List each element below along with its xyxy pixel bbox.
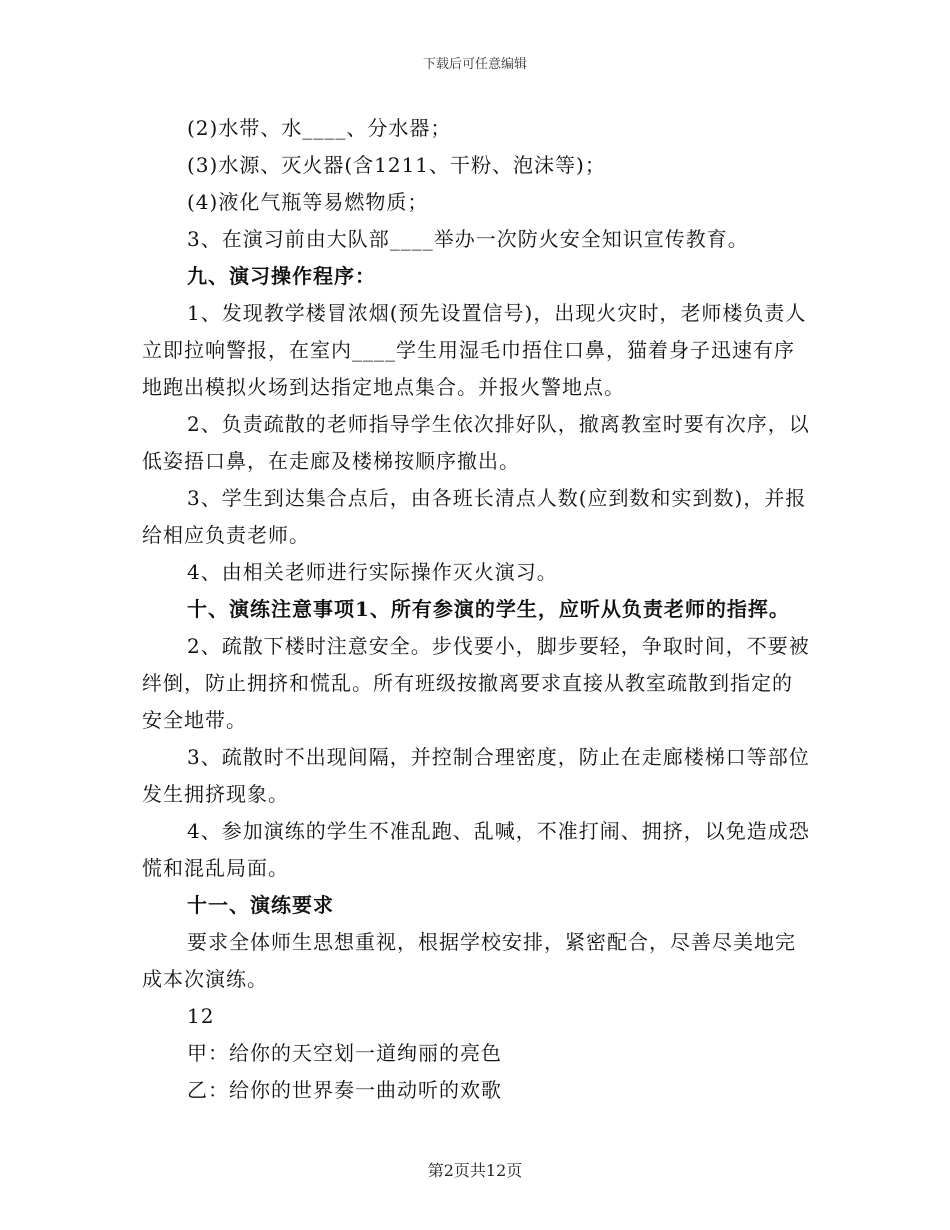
paragraph-9: 4、由相关老师进行实际操作灭火演习。 [187,560,558,584]
section-heading-10: 十、演练注意事项1、所有参演的学生，应听从负责老师的指挥。 [187,597,790,621]
section-heading-9: 九、演习操作程序： [187,264,376,288]
paragraph-8: 3、学生到达集合点后，由各班长清点人数(应到数和实到数)，并报给相应负责老师。 [142,486,807,547]
paragraph-13: 4、参加演练的学生不准乱跑、乱喊，不准打闹、拥挤，以免造成恐慌和混乱局面。 [142,819,810,880]
document-body [142,110,812,1109]
paragraph-11: 2、疏散下楼时注意安全。步伐要小，脚步要轻，争取时间，不要被绊倒，防止拥挤和慌乱。所有班级按撤离要求直接从教室疏散到指定的安全地带。 [142,634,810,732]
paragraph-17: 甲：给你的天空划一道绚丽的亮色 [187,1041,502,1065]
paragraph-6: 1、发现教学楼冒浓烟(预先设置信号)，出现火灾时，老师楼负责人立即拉响警报，在室内____学生用湿毛巾捂住口鼻，猫着身子迅速有序地跑出模拟火场到达指定地点集合。并报火警地点。 [142,301,807,399]
paragraph-16: 12 [187,1004,215,1028]
page-footer: 第2页共12页 [427,1161,523,1180]
paragraph-4: 3、在演习前由大队部____举办一次防火安全知识宣传教育。 [187,227,749,251]
paragraph-2: (3)水源、灭火器(含1211、干粉、泡沫等)； [187,153,606,177]
paragraph-12: 3、疏散时不出现间隔，并控制合理密度，防止在走廊楼梯口等部位发生拥挤现象。 [142,745,810,806]
paragraph-1: (2)水带、水____、分水器； [187,116,452,140]
paragraph-7: 2、负责疏散的老师指导学生依次排好队，撤离教室时要有次序，以低姿捂口鼻，在走廊及楼梯按顺序撤出。 [142,412,810,473]
page-header: 下载后可任意编辑 [422,57,527,72]
paragraph-18: 乙：给你的世界奏一曲动听的欢歌 [187,1078,502,1102]
section-heading-11: 十一、演练要求 [187,893,334,917]
paragraph-3: (4)液化气瓶等易燃物质； [187,190,429,214]
paragraph-15: 要求全体师生思想重视，根据学校安排，紧密配合，尽善尽美地完成本次演练。 [142,930,796,991]
